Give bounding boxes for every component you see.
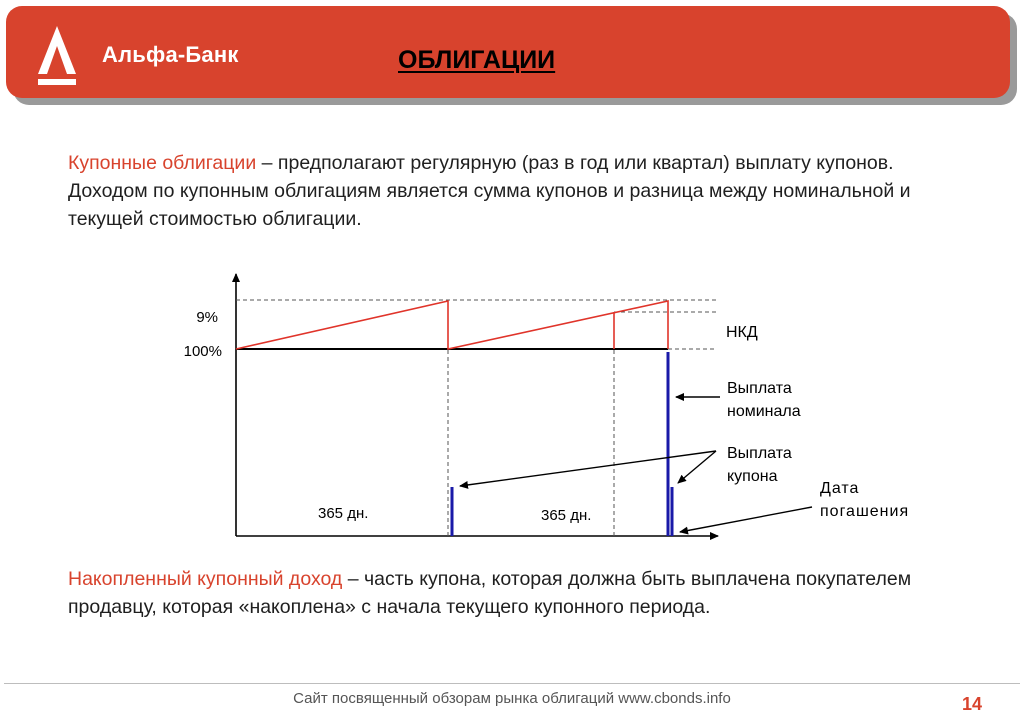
period-label-2: 365 дн.: [541, 507, 592, 524]
accrued-coupon-line: [236, 301, 668, 349]
coupon-bonds-text: – предполагают регулярную (раз в год или квартал) выплату купонов. Доходом по купонным облигациям является сумма купонов и разница между номинальной и текущей стоимостью облигации.: [68, 152, 911, 230]
maturity-label-line-2: погашения: [820, 503, 910, 520]
page-title: ОБЛИГАЦИИ: [398, 46, 556, 74]
bank-name: Альфа‑Банк: [102, 42, 239, 67]
accrued-income-definition: [68, 565, 948, 621]
coupon-bonds-term: Купонные облигации: [68, 152, 257, 174]
footer-divider: [4, 683, 1020, 684]
accrued-income-term: Накопленный купонный доход: [68, 568, 343, 590]
coupon-arrow-1: [460, 451, 716, 486]
page-number: 14: [962, 694, 983, 714]
coupon-payment-label-line-1: Выплата: [727, 445, 792, 462]
y-label-9-percent: 9%: [196, 309, 218, 326]
nominal-payment-label-line-2: номинала: [727, 403, 801, 420]
nkd-label: НКД: [726, 324, 758, 341]
maturity-label-line-1: Дата: [820, 480, 860, 497]
footer-text: Сайт посвященный обзорам рынка облигаций www.cbonds.info: [293, 690, 731, 707]
y-label-100-percent: 100%: [183, 343, 222, 360]
nominal-payment-label-line-1: Выплата: [727, 380, 792, 397]
period-label-1: 365 дн.: [318, 505, 369, 522]
accrued-income-text: – часть купона, которая должна быть выплачена покупателем продавцу, которая «накоплена» с начала текущего купонного периода.: [68, 568, 912, 618]
coupon-payment-label-line-2: купона: [727, 468, 778, 485]
maturity-arrow: [680, 507, 812, 532]
